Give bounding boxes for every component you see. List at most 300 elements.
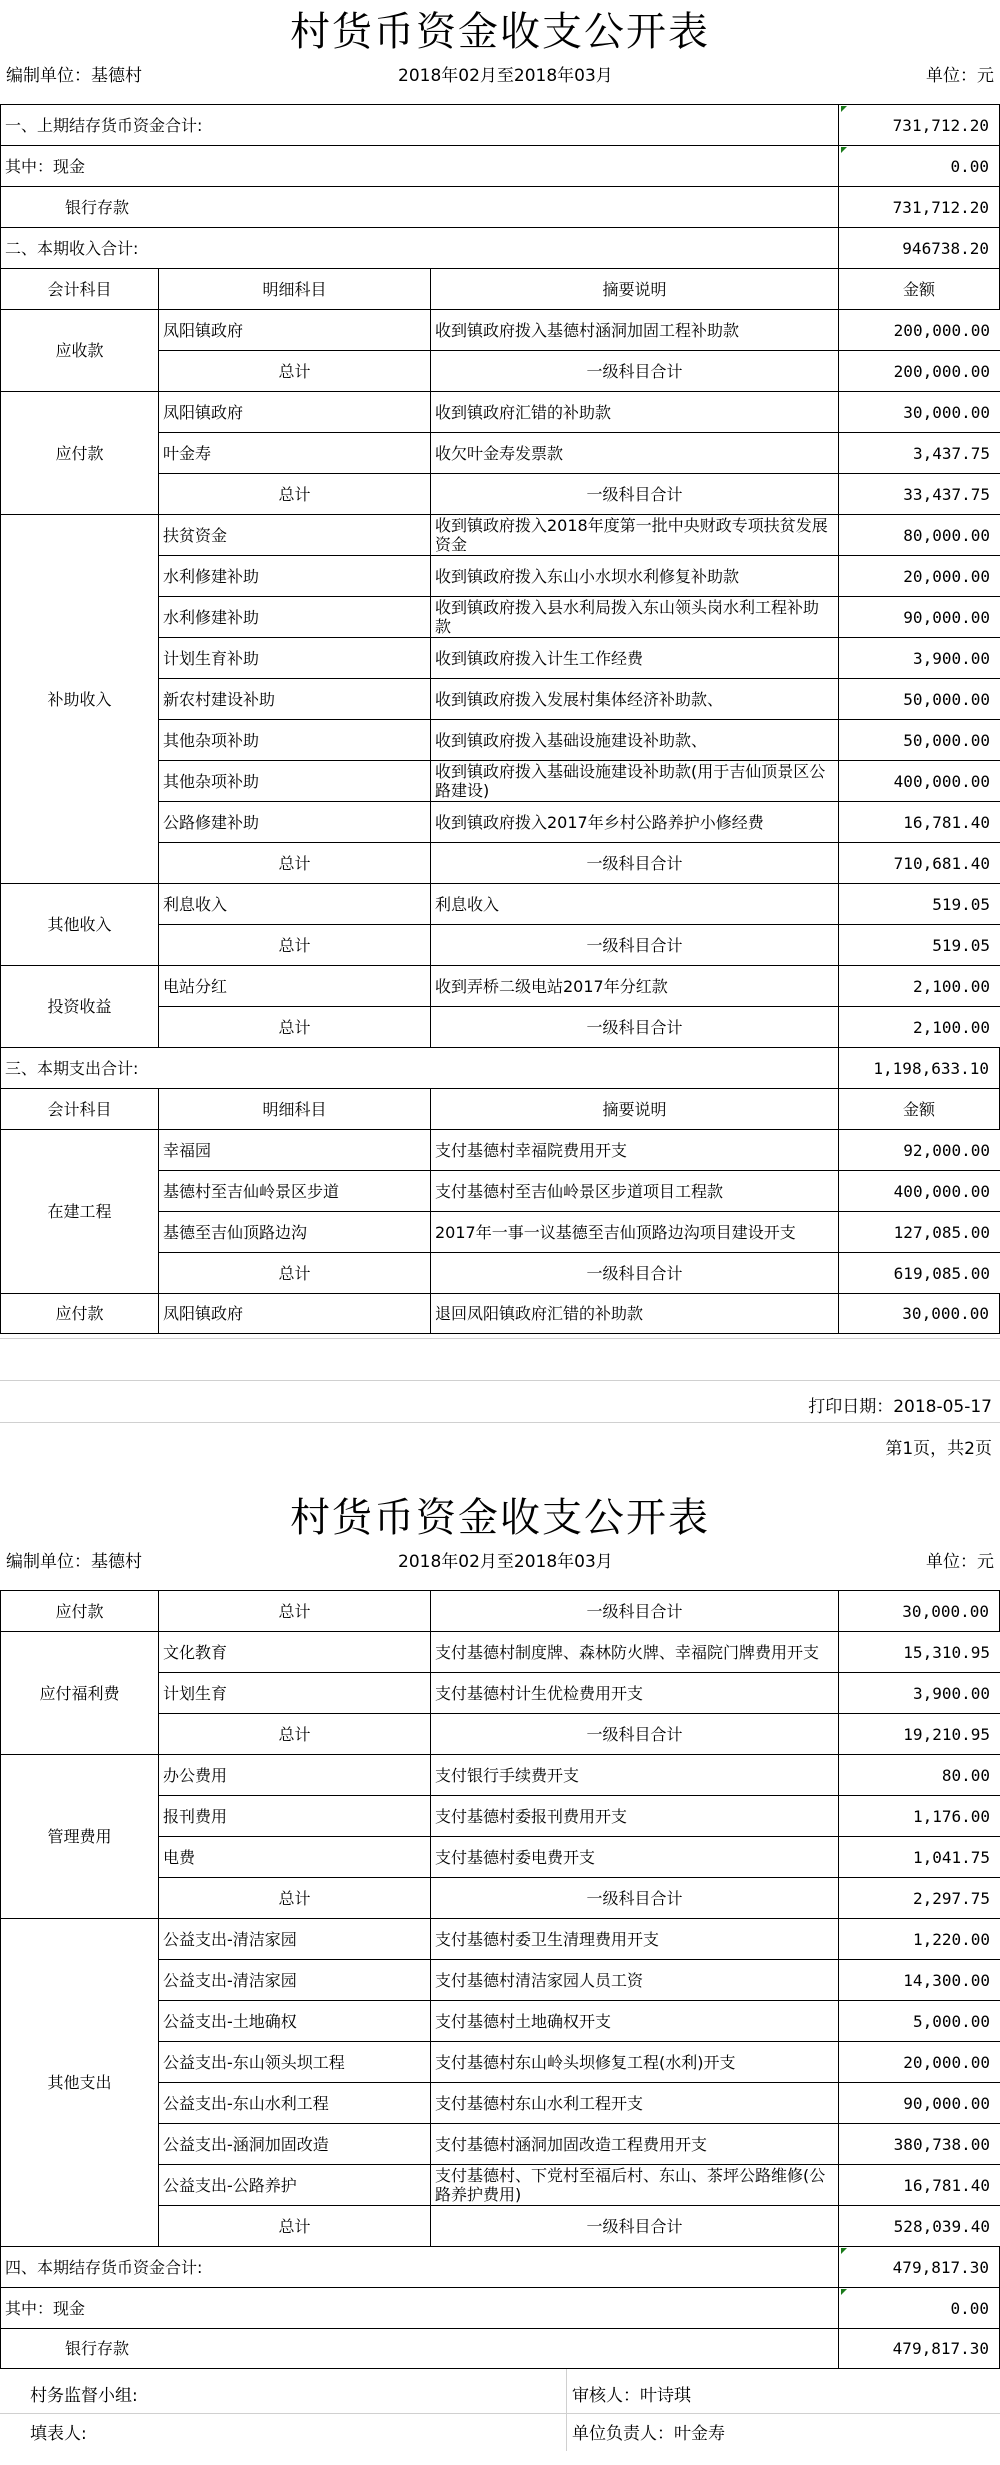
- amount-cell-text: 400,000.00: [893, 1181, 990, 1201]
- amount-cell: [838, 1796, 1000, 1836]
- total-amount: [838, 843, 1000, 883]
- header-1-text: 明细科目: [262, 279, 327, 299]
- subject-total-label: [430, 1007, 838, 1047]
- total-amount-text: 2,297.75: [912, 1888, 990, 1908]
- header-3: [838, 1089, 1000, 1129]
- header-1: [158, 269, 430, 309]
- table-header: [0, 1088, 1000, 1129]
- total-row: [158, 1006, 1000, 1047]
- detail-cell-text: 新农村建设补助: [163, 689, 276, 709]
- amount-cell-text: 16,781.40: [903, 812, 990, 832]
- total-amount-text: 619,085.00: [893, 1263, 990, 1283]
- amount-cell-text: 80.00: [941, 1765, 990, 1785]
- desc-cell: [430, 2042, 838, 2082]
- amount-cell-text: 80,000.00: [903, 525, 990, 545]
- amount-cell: [838, 638, 1000, 678]
- desc-cell: [430, 1837, 838, 1877]
- total-label-text: 总计: [278, 1263, 311, 1283]
- subject-total-label: [430, 1253, 838, 1293]
- desc-cell-text: 收到镇政府拨入基础设施建设补助款(用于吉仙顶景区公路建设): [435, 762, 826, 800]
- amount-cell-text: 92,000.00: [903, 1140, 990, 1160]
- desc-cell-text: 支付基德村制度牌、森林防火牌、幸福院门牌费用开支: [435, 1642, 820, 1662]
- detail-cell-text: 报刊费用: [163, 1806, 228, 1826]
- amount-cell-text: 14,300.00: [903, 1970, 990, 1990]
- desc-cell: [430, 1632, 838, 1672]
- amount-cell: [838, 392, 1000, 432]
- subject-total-label-text: 一级科目合计: [586, 361, 683, 381]
- table-row: [158, 1836, 1000, 1877]
- total-row: [158, 1252, 1000, 1293]
- header-2: [430, 269, 838, 309]
- desc-cell-text: 支付基德村东山水利工程开支: [435, 2093, 644, 2113]
- amount-cell: [838, 1673, 1000, 1713]
- bank-amount: [838, 2329, 1000, 2368]
- cash-label: [0, 2288, 838, 2328]
- subject-total-label-text: 一级科目合计: [586, 1724, 683, 1744]
- detail-cell: [158, 1212, 430, 1252]
- account-name: [0, 1755, 158, 1918]
- amount-cell: [838, 2001, 1000, 2041]
- amount-cell: [838, 1632, 1000, 1672]
- account-name-text: 管理费用: [47, 1827, 112, 1846]
- payable-row: [0, 1293, 1000, 1334]
- table-row: [158, 637, 1000, 678]
- desc-cell: [430, 1673, 838, 1713]
- page-title: 村货币资金收支公开表: [290, 1495, 710, 1541]
- bank-amount: [838, 187, 1000, 227]
- detail-cell-text: 公益支出-东山领头坝工程: [163, 2052, 345, 2072]
- amount-cell: [838, 1130, 1000, 1170]
- total-amount: [838, 1007, 1000, 1047]
- desc-cell-text: 支付基德村土地确权开支: [435, 2011, 612, 2031]
- prev-total-label-text: 一、上期结存货币资金合计:: [5, 115, 203, 135]
- table-row: [158, 1129, 1000, 1170]
- preparer-label: 填表人:: [30, 2424, 87, 2444]
- amount-cell: [838, 802, 1000, 842]
- desc-cell-text: 支付基德村至吉仙岭景区步道项目工程款: [435, 1181, 724, 1201]
- grid-line: [0, 1380, 1000, 1381]
- desc-cell-text: 收到镇政府拨入发展村集体经济补助款、: [435, 689, 724, 709]
- desc-cell: [430, 1796, 838, 1836]
- summary-income-total: [0, 227, 1000, 268]
- account-name: [0, 1919, 158, 2246]
- amount-cell-text: 3,437.75: [912, 443, 990, 463]
- unit-label: 编制单位：基德村: [6, 66, 142, 86]
- total-label: [158, 351, 430, 391]
- account-group: [0, 1918, 158, 2246]
- total-row: [158, 350, 1000, 391]
- amount-cell-text: 200,000.00: [893, 320, 990, 340]
- desc-cell-text: 收到镇政府汇错的补助款: [435, 402, 612, 422]
- detail-cell-text: 公益支出-东山水利工程: [163, 2093, 329, 2113]
- payable-desc-text: 退回凤阳镇政府汇错的补助款: [435, 1304, 644, 1323]
- detail-cell-text: 凤阳镇政府: [163, 320, 244, 340]
- desc-cell-text: 收到弄桥二级电站2017年分红款: [435, 976, 668, 996]
- desc-cell: [430, 679, 838, 719]
- head-label: 单位负责人：叶金寿: [572, 2424, 725, 2444]
- table-row: [158, 678, 1000, 719]
- page-title: 村货币资金收支公开表: [290, 9, 710, 55]
- total-amount: [838, 925, 1000, 965]
- subject-total-label-text: 一级科目合计: [586, 1017, 683, 1037]
- desc-cell: [430, 638, 838, 678]
- total-amount: [838, 1591, 1000, 1631]
- desc-cell: [430, 392, 838, 432]
- detail-cell: [158, 597, 430, 637]
- amount-cell-text: 519.05: [932, 894, 990, 914]
- table-row: [158, 1631, 1000, 1672]
- table-row: [158, 1754, 1000, 1795]
- amount-cell-text: 400,000.00: [893, 771, 990, 791]
- account-name-text: 应付福利费: [39, 1683, 120, 1703]
- bank-amount-text: 731,712.20: [892, 197, 989, 217]
- amount-cell-text: 50,000.00: [903, 730, 990, 750]
- desc-cell: [430, 1130, 838, 1170]
- prev-total-amount: [838, 105, 1000, 145]
- amount-cell-text: 15,310.95: [903, 1642, 990, 1662]
- amount-cell-text: 30,000.00: [903, 402, 990, 422]
- subject-total-label-text: 一级科目合计: [586, 2216, 683, 2236]
- amount-cell-text: 1,041.75: [912, 1847, 990, 1867]
- summary-bank: [0, 186, 1000, 227]
- amount-cell: [838, 2124, 1000, 2164]
- detail-cell-text: 公益支出-土地确权: [163, 2011, 297, 2031]
- subject-total-label: [430, 474, 838, 514]
- supervision-label: 村务监督小组:: [30, 2386, 138, 2406]
- subject-total-label-text: 一级科目合计: [586, 853, 683, 873]
- total-amount: [838, 1714, 1000, 1754]
- total-label-text: 总计: [278, 2216, 311, 2236]
- income-total-amount-text: 946738.20: [902, 238, 989, 258]
- amount-cell: [838, 433, 1000, 473]
- total-row: [158, 2205, 1000, 2246]
- subject-total-label-text: 一级科目合计: [586, 484, 683, 504]
- end-total-amount-text: 479,817.30: [892, 2257, 989, 2277]
- table-row: [158, 432, 1000, 473]
- account-name-text: 其他收入: [47, 915, 112, 934]
- account-name-text: 其他支出: [47, 2073, 112, 2092]
- amount-cell: [838, 1212, 1000, 1252]
- desc-cell-text: 支付基德村计生优检费用开支: [435, 1683, 644, 1703]
- amount-cell: [838, 597, 1000, 637]
- detail-cell-text: 基德至吉仙顶路边沟: [163, 1222, 308, 1242]
- amount-cell-text: 20,000.00: [903, 2052, 990, 2072]
- header-3-text: 金额: [902, 1099, 935, 1119]
- table-row: [158, 309, 1000, 350]
- income-total-label: [0, 228, 838, 268]
- amount-cell: [838, 2083, 1000, 2123]
- subject-total-label: [430, 1714, 838, 1754]
- account-group: [0, 1754, 158, 1918]
- desc-cell: [430, 1919, 838, 1959]
- payable-amount: [838, 1294, 1000, 1333]
- account-group: [0, 965, 158, 1047]
- page-meta: [0, 1542, 1000, 1582]
- period-label: 2018年02月至2018年03月: [398, 1552, 613, 1572]
- account-name: [0, 1632, 158, 1754]
- end-total-amount: [838, 2247, 1000, 2287]
- amount-cell: [838, 966, 1000, 1006]
- payable-detail-text: 凤阳镇政府: [163, 1304, 244, 1323]
- total-amount-text: 33,437.75: [903, 484, 990, 504]
- detail-cell: [158, 2083, 430, 2123]
- desc-cell: [430, 2083, 838, 2123]
- summary-prev-total: [0, 104, 1000, 145]
- total-label: [158, 1878, 430, 1918]
- table-row: [158, 514, 1000, 555]
- detail-cell: [158, 761, 430, 801]
- subject-total-label-text: 一级科目合计: [586, 1888, 683, 1908]
- cash-label: [0, 146, 838, 186]
- payable-amount-text: 30,000.00: [902, 1304, 989, 1323]
- cell-marker: [841, 147, 847, 153]
- summary-cash: [0, 145, 1000, 186]
- total-amount: [838, 351, 1000, 391]
- detail-cell-text: 文化教育: [163, 1642, 228, 1662]
- bank-label: [0, 2329, 838, 2368]
- desc-cell-text: 收到镇政府拨入基础设施建设补助款、: [435, 730, 708, 750]
- desc-cell-text: 支付基德村委电费开支: [435, 1847, 596, 1867]
- cell-marker: [841, 106, 847, 112]
- account-name-text: 应付款: [55, 443, 104, 463]
- detail-cell: [158, 1130, 430, 1170]
- amount-cell: [838, 1960, 1000, 2000]
- detail-cell-text: 计划生育补助: [163, 648, 260, 668]
- total-label-text: 总计: [278, 484, 311, 504]
- cash-label-text: 其中：现金: [5, 2298, 86, 2318]
- total-label: [158, 843, 430, 883]
- detail-cell-text: 幸福园: [163, 1140, 212, 1160]
- total-amount-text: 200,000.00: [893, 361, 990, 381]
- detail-cell-text: 电站分红: [163, 976, 228, 996]
- table-row: [158, 1918, 1000, 1959]
- detail-cell: [158, 884, 430, 924]
- amount-cell: [838, 1755, 1000, 1795]
- table-row: [158, 1170, 1000, 1211]
- desc-cell-text: 2017年一事一议基德至吉仙顶路边沟项目建设开支: [435, 1222, 796, 1242]
- desc-cell-text: 收到镇政府拨入计生工作经费: [435, 648, 644, 668]
- detail-cell-text: 其他杂项补助: [163, 730, 260, 750]
- desc-cell-text: 收到镇政府拨入基德村涵洞加固工程补助款: [435, 320, 740, 340]
- detail-cell: [158, 2165, 430, 2205]
- print-date: 打印日期：2018-05-17: [808, 1397, 992, 1417]
- table-row: [158, 801, 1000, 842]
- amount-cell: [838, 761, 1000, 801]
- desc-cell-text: 收欠叶金寿发票款: [435, 443, 564, 463]
- bank-label-text: 银行存款: [65, 197, 130, 217]
- desc-cell-text: 支付基德村清洁家园人员工资: [435, 1970, 644, 1990]
- payable-total-row: [0, 1590, 1000, 1631]
- total-amount-text: 30,000.00: [902, 1601, 989, 1621]
- header-3: [838, 269, 1000, 309]
- table-row: [158, 596, 1000, 637]
- total-amount-text: 2,100.00: [912, 1017, 990, 1037]
- detail-cell: [158, 2001, 430, 2041]
- table-row: [158, 1959, 1000, 2000]
- total-label: [158, 925, 430, 965]
- detail-cell: [158, 1837, 430, 1877]
- amount-cell: [838, 556, 1000, 596]
- detail-cell: [158, 2124, 430, 2164]
- desc-cell-text: 收到镇政府拨入县水利局拨入东山领头岗水利工程补助款: [435, 598, 820, 636]
- currency-label: 单位：元: [926, 1552, 994, 1572]
- total-label-text: 总计: [278, 853, 311, 873]
- subject-total-label-text: 一级科目合计: [586, 1263, 683, 1283]
- account-name: [0, 392, 158, 514]
- detail-cell-text: 公益支出-涵洞加固改造: [163, 2134, 329, 2154]
- summary-end-total: [0, 2246, 1000, 2287]
- income-total-amount: [838, 228, 1000, 268]
- detail-cell: [158, 1796, 430, 1836]
- detail-cell-text: 凤阳镇政府: [163, 402, 244, 422]
- detail-cell: [158, 1960, 430, 2000]
- desc-cell-text: 支付银行手续费开支: [435, 1765, 580, 1785]
- desc-cell-text: 利息收入: [435, 894, 500, 914]
- detail-cell-text: 办公费用: [163, 1765, 228, 1785]
- total-amount: [838, 474, 1000, 514]
- desc-cell: [430, 720, 838, 760]
- subject-total-label: [430, 925, 838, 965]
- expense-total-amount-text: 1,198,633.10: [873, 1058, 989, 1078]
- table-row: [158, 555, 1000, 596]
- payable-account: [0, 1591, 158, 1631]
- account-name: [0, 515, 158, 883]
- header-2-text: 摘要说明: [602, 1099, 667, 1119]
- subject-total-label: [430, 843, 838, 883]
- grid-line: [0, 1422, 1000, 1423]
- desc-cell-text: 收到镇政府拨入2018年度第一批中央财政专项扶贫发展资金: [435, 516, 828, 554]
- detail-cell-text: 水利修建补助: [163, 607, 260, 627]
- subject-total-label: [430, 2206, 838, 2246]
- amount-cell-text: 3,900.00: [912, 1683, 990, 1703]
- header-1-text: 明细科目: [262, 1099, 327, 1119]
- payable-detail: [158, 1294, 430, 1333]
- account-name: [0, 884, 158, 965]
- account-name-text: 投资收益: [47, 997, 112, 1016]
- detail-cell-text: 公益支出-公路养护: [163, 2175, 297, 2195]
- total-label-text: 总计: [278, 1017, 311, 1037]
- detail-cell-text: 公益支出-清洁家园: [163, 1929, 297, 1949]
- table-row: [158, 965, 1000, 1006]
- total-amount-text: 519.05: [932, 935, 990, 955]
- bank-amount-text: 479,817.30: [892, 2339, 989, 2358]
- amount-cell-text: 50,000.00: [903, 689, 990, 709]
- desc-cell: [430, 310, 838, 350]
- total-row: [158, 473, 1000, 514]
- desc-cell: [430, 597, 838, 637]
- amount-cell: [838, 720, 1000, 760]
- table-row: [158, 391, 1000, 432]
- signature-divider: [0, 2413, 1000, 2414]
- header-1: [158, 1089, 430, 1129]
- desc-cell-text: 收到镇政府拨入东山小水坝水利修复补助款: [435, 566, 740, 586]
- cell-marker: [841, 2289, 847, 2295]
- amount-cell-text: 20,000.00: [903, 566, 990, 586]
- amount-cell: [838, 1919, 1000, 1959]
- table-row: [158, 2082, 1000, 2123]
- expense-total-label: [0, 1048, 838, 1088]
- table-row: [158, 2164, 1000, 2205]
- desc-cell-text: 收到镇政府拨入2017年乡村公路养护小修经费: [435, 812, 764, 832]
- total-label-text: 总计: [278, 1888, 311, 1908]
- income-total-label-text: 二、本期收入合计:: [5, 238, 139, 258]
- total-label-text: 总计: [278, 361, 311, 381]
- amount-cell-text: 2,100.00: [912, 976, 990, 996]
- detail-cell-text: 叶金寿: [163, 443, 212, 463]
- subject-total-label-text: 一级科目合计: [586, 935, 683, 955]
- total-amount: [838, 2206, 1000, 2246]
- amount-cell: [838, 1171, 1000, 1211]
- subject-total-label: [430, 351, 838, 391]
- total-label: [158, 1591, 430, 1631]
- total-label-text: 总计: [278, 1601, 311, 1621]
- prev-total-label: [0, 105, 838, 145]
- amount-cell-text: 16,781.40: [903, 2175, 990, 2195]
- detail-cell: [158, 966, 430, 1006]
- detail-cell: [158, 638, 430, 678]
- table-row: [158, 2123, 1000, 2164]
- detail-cell: [158, 433, 430, 473]
- amount-cell: [838, 884, 1000, 924]
- amount-cell-text: 90,000.00: [903, 2093, 990, 2113]
- detail-cell-text: 利息收入: [163, 894, 228, 914]
- desc-cell: [430, 433, 838, 473]
- table-row: [158, 883, 1000, 924]
- expense-total-amount: [838, 1048, 1000, 1088]
- page-info: 第1页，共2页: [885, 1439, 992, 1459]
- cash-amount-text: 0.00: [950, 156, 989, 176]
- bank-label: [0, 187, 838, 227]
- detail-cell: [158, 802, 430, 842]
- account-group: [0, 514, 158, 883]
- amount-cell-text: 1,176.00: [912, 1806, 990, 1826]
- total-amount-text: 528,039.40: [893, 2216, 990, 2236]
- subject-total-label-text: 一级科目合计: [586, 1601, 683, 1621]
- detail-cell-text: 水利修建补助: [163, 566, 260, 586]
- amount-cell-text: 127,085.00: [893, 1222, 990, 1242]
- unit-label: 编制单位：基德村: [6, 1552, 142, 1572]
- table-row: [158, 2041, 1000, 2082]
- account-name-text: 应收款: [55, 341, 104, 360]
- detail-cell: [158, 1171, 430, 1211]
- total-row: [158, 1877, 1000, 1918]
- account-group: [0, 391, 158, 514]
- desc-cell: [430, 884, 838, 924]
- desc-cell-text: 支付基德村委报刊费用开支: [435, 1806, 628, 1826]
- table-row: [158, 719, 1000, 760]
- total-label: [158, 1007, 430, 1047]
- total-row: [158, 1713, 1000, 1754]
- desc-cell: [430, 802, 838, 842]
- header-2: [430, 1089, 838, 1129]
- detail-cell: [158, 1673, 430, 1713]
- desc-cell: [430, 2124, 838, 2164]
- detail-cell-text: 基德村至吉仙岭景区步道: [163, 1181, 340, 1201]
- detail-cell-text: 扶贫资金: [163, 525, 228, 545]
- header-0: [0, 1089, 158, 1129]
- desc-cell: [430, 966, 838, 1006]
- table-row: [158, 1211, 1000, 1252]
- signature-vdivider: [566, 2369, 567, 2451]
- detail-cell-text: 计划生育: [163, 1683, 228, 1703]
- reviewer-label: 审核人：叶诗琪: [572, 2386, 691, 2406]
- desc-cell: [430, 556, 838, 596]
- header-2-text: 摘要说明: [602, 279, 667, 299]
- account-name: [0, 310, 158, 391]
- desc-cell: [430, 1171, 838, 1211]
- amount-cell-text: 1,220.00: [912, 1929, 990, 1949]
- desc-cell-text: 支付基德村委卫生清理费用开支: [435, 1929, 660, 1949]
